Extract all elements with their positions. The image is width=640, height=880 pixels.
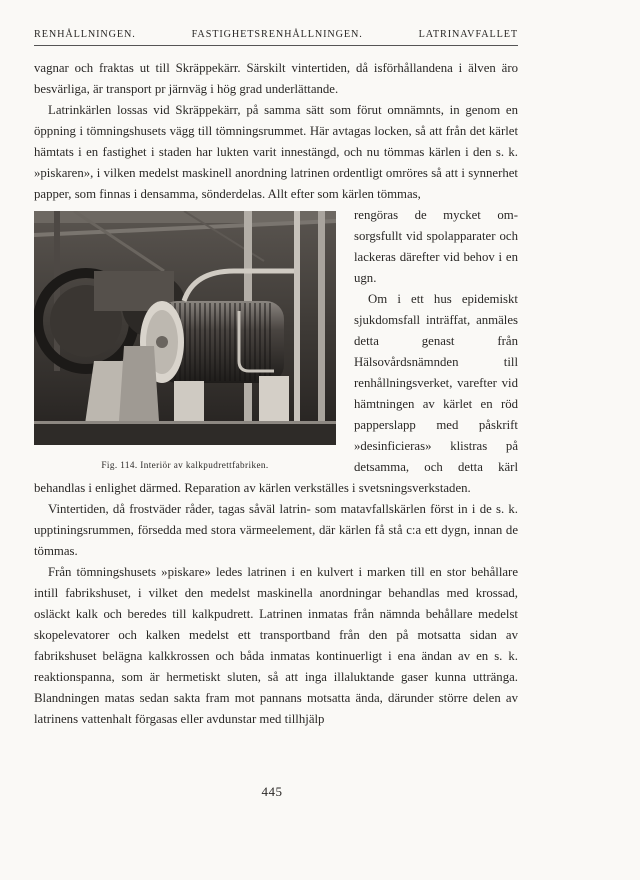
body-text [34, 58, 518, 730]
figure-caption: Fig. 114. Interiör av kalkpudrettfabriken. [101, 460, 269, 470]
paragraph-3: Om i ett hus epidemiskt sjukdomsfall inträffat, anmäles detta genast från Hälsovårdsnämnden till renhållningsverket, varefter vid hämtningen av kärlet en röd papperslapp med påskrift »desinficieras» klistras på detsamma, och detta kärl behandlas i enlighet därmed. Reparation av kärlen verkställes i svetsningsverkstaden. [34, 292, 518, 495]
running-head-right: LATRINAVFALLET [418, 29, 518, 40]
running-head [34, 29, 518, 40]
running-head-left: RENHÅLLNINGEN. [34, 29, 136, 40]
paragraph-4: Vintertiden, då frostväder råder, tagas såväl latrin- som matavfallskärlen först in i de s. k. upptiningsrummen, försedda med stora värmeelement, där kärlen få stå c:a ett dygn, innan de tömmas. [34, 502, 518, 558]
factory-interior-photo [34, 211, 336, 445]
header-rule [34, 45, 518, 46]
page-number: 445 [261, 784, 283, 799]
running-head-center: FASTIGHETSRENHÅLLNINGEN. [191, 29, 363, 40]
paragraph-2: Latrinkärlen lossas vid Skräppekärr, på samma sätt som förut omnämnts, in genom en öppning i tömningshusets vägg till tömningsrummet. Här avtagas locken, så att från det kärlet hämtats i en fastighet i staden har lukten varit innestängd, och nu tömmas kärlen i den s. k. »piskaren», i vilken medelst maskinell anordning latrinen ordentligt omröres så att i synnerhet papper, som finnas i densamma, sönderdelas. Allt efter som kärlen tömmas, [34, 103, 518, 201]
paragraph-2-continued: rengöras de mycket omsorgsfullt vid spolapparater och lackeras därefter vid behov i en ugn. [354, 208, 518, 285]
paragraph-1: vagnar och fraktas ut till Skräppekärr. Särskilt vintertiden, då isförhållandena i älven äro besvärliga, är transport pr järnväg i hög grad underlättande. [34, 61, 518, 96]
figure [34, 211, 340, 476]
paragraph-5: Från tömningshusets »piskare» ledes latrinen i en kulvert i marken till en stor behållare intill fabrikshuset, i vilket den medelst maskinella anordningar behandlas med krossad, osläckt kalk och beredes till kalkpudrett. Latrinen inmatas från nämnda behållare medelst skopelevatorer och kalken medelst ett transportband från den på motsatta sidan av fabrikshuset belägna kalkkrossen och båda inmatas kontinuerligt i ena ändan av en s. k. reaktionspanna, som är hermetiskt sluten, så att inga illaluktande gaser kunna uttränga. Blandningen matas sedan sakta fram mot pannans motsatta ända, därunder större delen av latrinens vattenhalt förgasas eller avdunstar med tillhjälp [34, 565, 518, 726]
